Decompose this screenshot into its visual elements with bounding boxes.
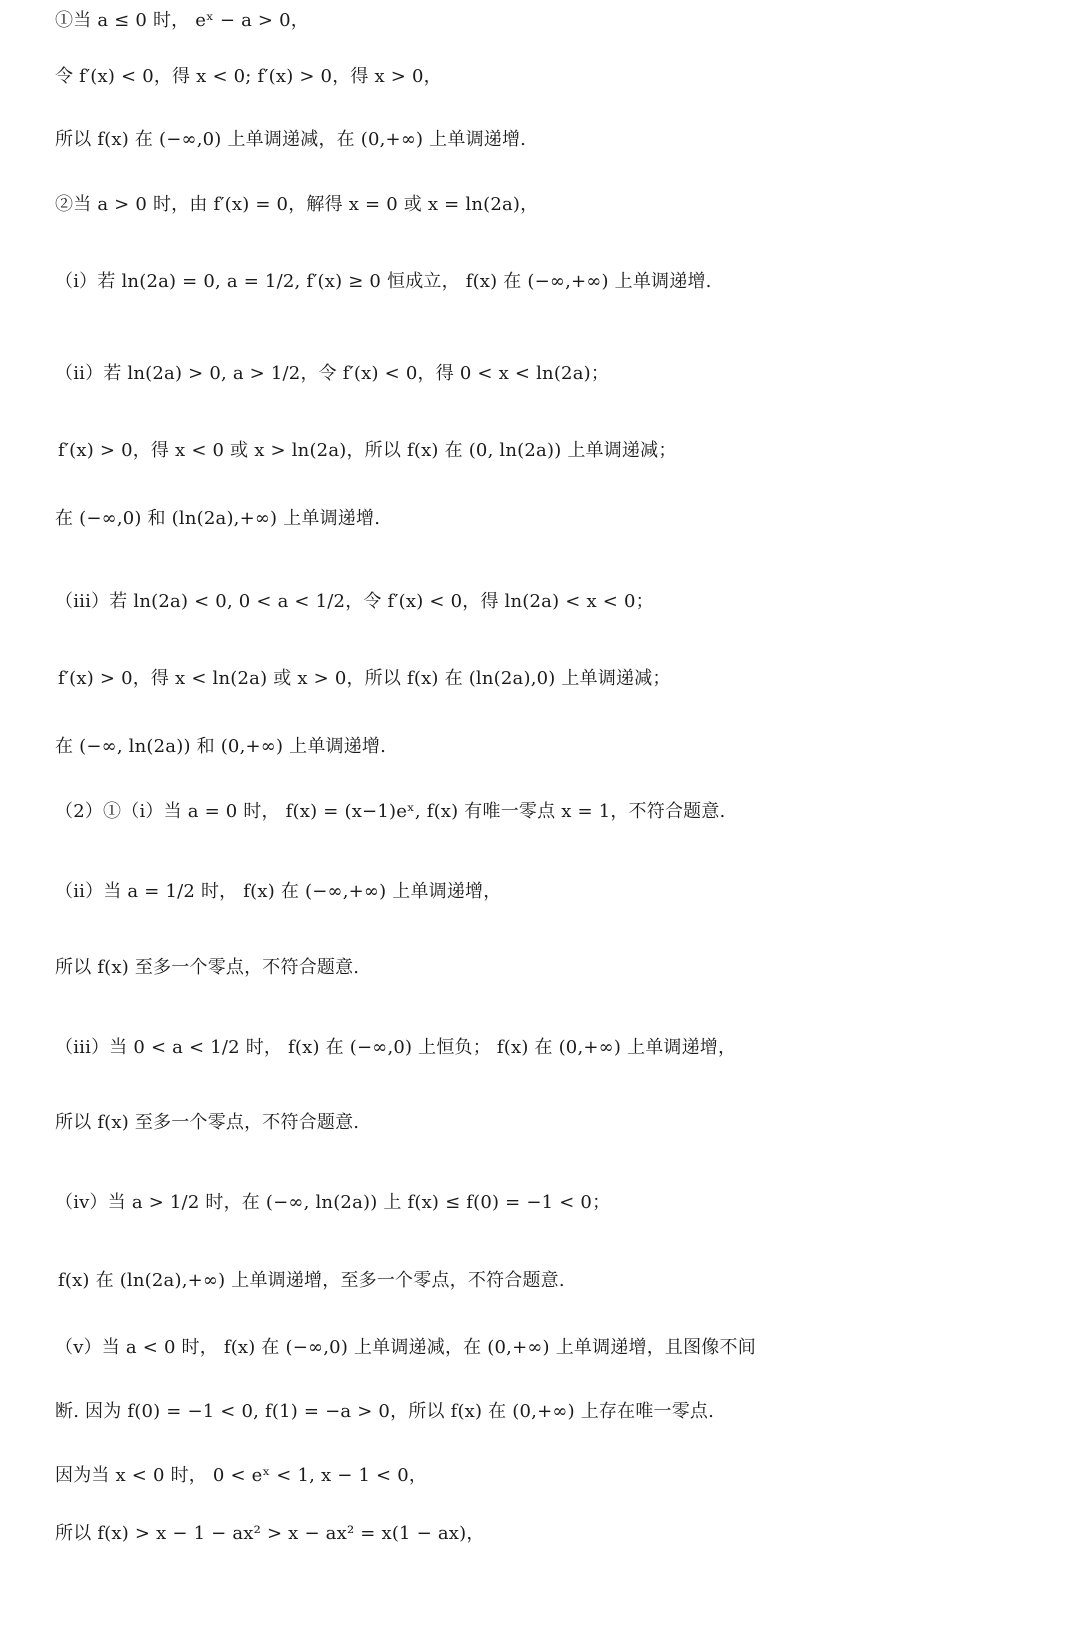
text-line: 所以 f(x) 在 (−∞,0) 上单调递减，在 (0,+∞) 上单调递增. — [55, 129, 527, 150]
text-line: （iii）若 ln(2a) < 0, 0 < a < 1/2，令 f′(x) < 0，得 ln(2a) < x < 0； — [55, 591, 654, 612]
text-line: 在 (−∞,0) 和 (ln(2a),+∞) 上单调递增. — [55, 508, 381, 529]
text-line: 所以 f(x) 至多一个零点，不符合题意. — [55, 1112, 360, 1133]
text-line: f′(x) > 0，得 x < ln(2a) 或 x > 0，所以 f(x) 在 (ln(2a),0) 上单调递减； — [58, 668, 671, 689]
text-line: ①当 a ≤ 0 时， eˣ − a > 0， — [55, 10, 309, 31]
text-line: （ii）若 ln(2a) > 0, a > 1/2，令 f′(x) < 0，得 0 < x < ln(2a)； — [55, 363, 610, 384]
text-line: 断. 因为 f(0) = −1 < 0, f(1) = −a > 0，所以 f(x) 在 (0,+∞) 上存在唯一零点. — [55, 1401, 715, 1422]
text-line: （ii）当 a = 1/2 时， f(x) 在 (−∞,+∞) 上单调递增， — [55, 881, 502, 902]
text-line: （v）当 a < 0 时， f(x) 在 (−∞,0) 上单调递减，在 (0,+∞) 上单调递增，且图像不间 — [55, 1337, 756, 1358]
text-line: 所以 f(x) 至多一个零点，不符合题意. — [55, 957, 360, 978]
text-line: 因为当 x < 0 时， 0 < eˣ < 1, x − 1 < 0， — [55, 1465, 428, 1486]
text-line: （2）①（i）当 a = 0 时， f(x) = (x−1)eˣ, f(x) 有唯一零点 x = 1，不符合题意. — [55, 801, 726, 822]
text-line: 令 f′(x) < 0，得 x < 0; f′(x) > 0，得 x > 0， — [55, 66, 442, 87]
text-line: f′(x) > 0，得 x < 0 或 x > ln(2a)，所以 f(x) 在 (0, ln(2a)) 上单调递减； — [58, 440, 677, 461]
text-line: 在 (−∞, ln(2a)) 和 (0,+∞) 上单调递增. — [55, 736, 387, 757]
text-line: ②当 a > 0 时，由 f′(x) = 0，解得 x = 0 或 x = ln(2a)， — [55, 194, 539, 215]
text-line: （iii）当 0 < a < 1/2 时， f(x) 在 (−∞,0) 上恒负； f(x) 在 (0,+∞) 上单调递增， — [55, 1037, 737, 1058]
text-line: （i）若 ln(2a) = 0, a = 1/2, f′(x) ≥ 0 恒成立， f(x) 在 (−∞,+∞) 上单调递增. — [55, 271, 712, 292]
text-line: 所以 f(x) > x − 1 − ax² > x − ax² = x(1 − ax)， — [55, 1523, 485, 1544]
text-line: （iv）当 a > 1/2 时，在 (−∞, ln(2a)) 上 f(x) ≤ f(0) = −1 < 0； — [55, 1192, 611, 1213]
text-line: f(x) 在 (ln(2a),+∞) 上单调递增，至多一个零点，不符合题意. — [58, 1270, 565, 1291]
